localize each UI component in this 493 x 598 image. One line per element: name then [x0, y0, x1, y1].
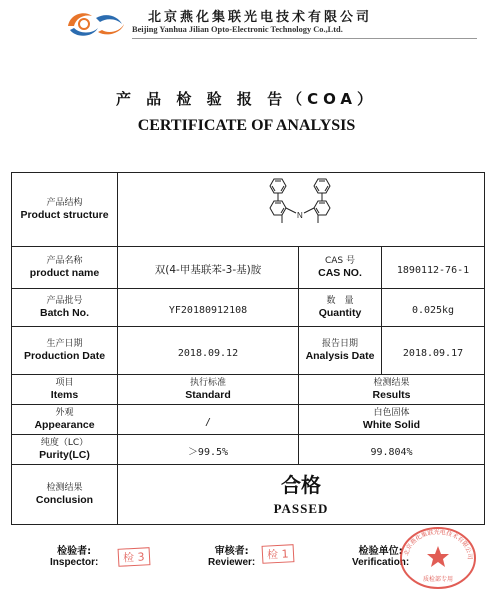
- appearance-standard: /: [118, 405, 299, 435]
- production-date-value: 2018.09.12: [118, 327, 299, 375]
- conclusion-result: 合格 PASSED: [118, 465, 485, 525]
- purity-row: [12, 435, 485, 465]
- purity-result: 99.804%: [299, 435, 485, 465]
- quantity-value: 0.025kg: [382, 289, 485, 327]
- structure-label: 产品结构 Product structure: [12, 173, 118, 247]
- seal-text: 北京燕化集联光电技术有限公司: [403, 528, 474, 560]
- company-name-cn: 北京燕化集联光电技术有限公司: [148, 10, 373, 25]
- purity-label: 纯度（LC） Purity(LC): [12, 435, 118, 465]
- coa-table: [11, 172, 485, 525]
- product-name-label: 产品名称 product name: [12, 247, 118, 289]
- nh-label: N: [297, 210, 303, 220]
- conclusion-label: 检测结果 Conclusion: [12, 465, 118, 525]
- analysis-date-value: 2018.09.17: [382, 327, 485, 375]
- cas-label: CAS 号 CAS NO.: [299, 247, 382, 289]
- items-header-row: [12, 375, 485, 405]
- product-name-value: 双(4-甲基联苯-3-基)胺: [118, 247, 299, 289]
- standard-header: 执行标准 Standard: [118, 375, 299, 405]
- conclusion-row: [12, 465, 485, 525]
- date-row: [12, 327, 485, 375]
- analysis-date-label: 报告日期 Analysis Date: [299, 327, 382, 375]
- appearance-result: 白色固体 White Solid: [299, 405, 485, 435]
- quantity-label: 数 量 Quantity: [299, 289, 382, 327]
- inspector-stamp: 检 3: [118, 547, 150, 567]
- report-title-en: CERTIFICATE OF ANALYSIS: [137, 117, 356, 134]
- production-date-label: 生产日期 Production Date: [12, 327, 118, 375]
- inspector-signature: 检验者: Inspector:: [50, 546, 99, 568]
- results-header: 检测结果 Results: [299, 375, 485, 405]
- company-name-en: Beijing Yanhua Jilian Opto-Electronic Technology Co.,Ltd.: [132, 25, 343, 34]
- reviewer-stamp: 检 1: [262, 544, 294, 564]
- items-header: 项目 Items: [12, 375, 118, 405]
- batch-label: 产品批号 Batch No.: [12, 289, 118, 327]
- chemical-structure-drawing: [256, 175, 346, 245]
- company-logo: [62, 8, 132, 40]
- structure-image-cell: [118, 173, 485, 247]
- batch-row: [12, 289, 485, 327]
- header-divider: [132, 38, 477, 39]
- appearance-label: 外观 Appearance: [12, 405, 118, 435]
- seal-bottom-text: 质检部专用: [422, 576, 454, 583]
- verification-signature: 检验单位: Verification:: [352, 546, 410, 568]
- reviewer-signature: 审核者: Reviewer:: [208, 546, 256, 568]
- letterhead: [62, 4, 482, 44]
- product-name-row: [12, 247, 485, 289]
- appearance-row: [12, 405, 485, 435]
- company-seal: [398, 525, 478, 591]
- batch-value: YF20180912108: [118, 289, 299, 327]
- cas-value: 1890112-76-1: [382, 247, 485, 289]
- purity-standard: ＞99.5%: [118, 435, 299, 465]
- structure-row: [12, 173, 485, 247]
- report-title-cn: 产 品 检 验 报 告（COA）: [115, 90, 378, 108]
